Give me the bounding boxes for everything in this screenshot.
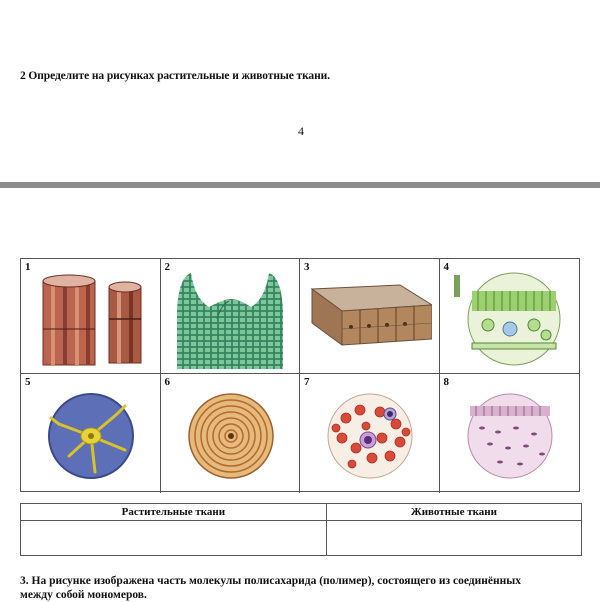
answer-table: [20, 503, 582, 556]
image-cell-6: [161, 374, 301, 493]
column-header-plant: Растительные ткани: [21, 504, 327, 521]
bone-tissue-image: [169, 384, 293, 484]
image-cell-8: [440, 374, 580, 493]
image-number: 7: [304, 376, 310, 388]
question-2-text: 2 Определите на рисунках растительные и животные ткани.: [20, 70, 330, 82]
image-cell-5: [21, 374, 161, 493]
image-cell-4: [440, 259, 580, 374]
answer-cell-plant[interactable]: [21, 521, 327, 556]
blood-cells-image: [308, 384, 432, 484]
image-number: 1: [25, 261, 31, 273]
image-cell-2: [161, 259, 301, 374]
image-number: 2: [164, 261, 170, 273]
image-cell-3: [300, 259, 440, 374]
image-cell-1: [21, 259, 161, 374]
leaf-section-image: [448, 269, 572, 369]
neuron-image: [29, 384, 153, 484]
page-divider: [0, 182, 600, 188]
question-3-line-1: 3. На рисунке изображена часть молекулы полисахарида (полимер), состоящего из соединённых: [20, 575, 521, 587]
tissue-image-grid: [20, 258, 580, 492]
xylem-vessels-image: [29, 269, 153, 369]
question-3-text: [20, 574, 521, 602]
answer-cell-animal[interactable]: [326, 521, 581, 556]
image-number: 4: [443, 261, 449, 273]
meristem-image: [169, 269, 293, 369]
image-cell-7: [300, 374, 440, 493]
image-number: 8: [443, 376, 449, 388]
column-header-animal: Животные ткани: [326, 504, 581, 521]
epidermis-block-image: [308, 269, 432, 369]
question-3-line-2: между собой мономеров.: [20, 589, 147, 601]
image-number: 3: [304, 261, 310, 273]
image-number: 6: [164, 376, 170, 388]
page-number: 4: [298, 124, 304, 138]
image-number: 5: [25, 376, 31, 388]
epithelium-image: [448, 384, 572, 484]
